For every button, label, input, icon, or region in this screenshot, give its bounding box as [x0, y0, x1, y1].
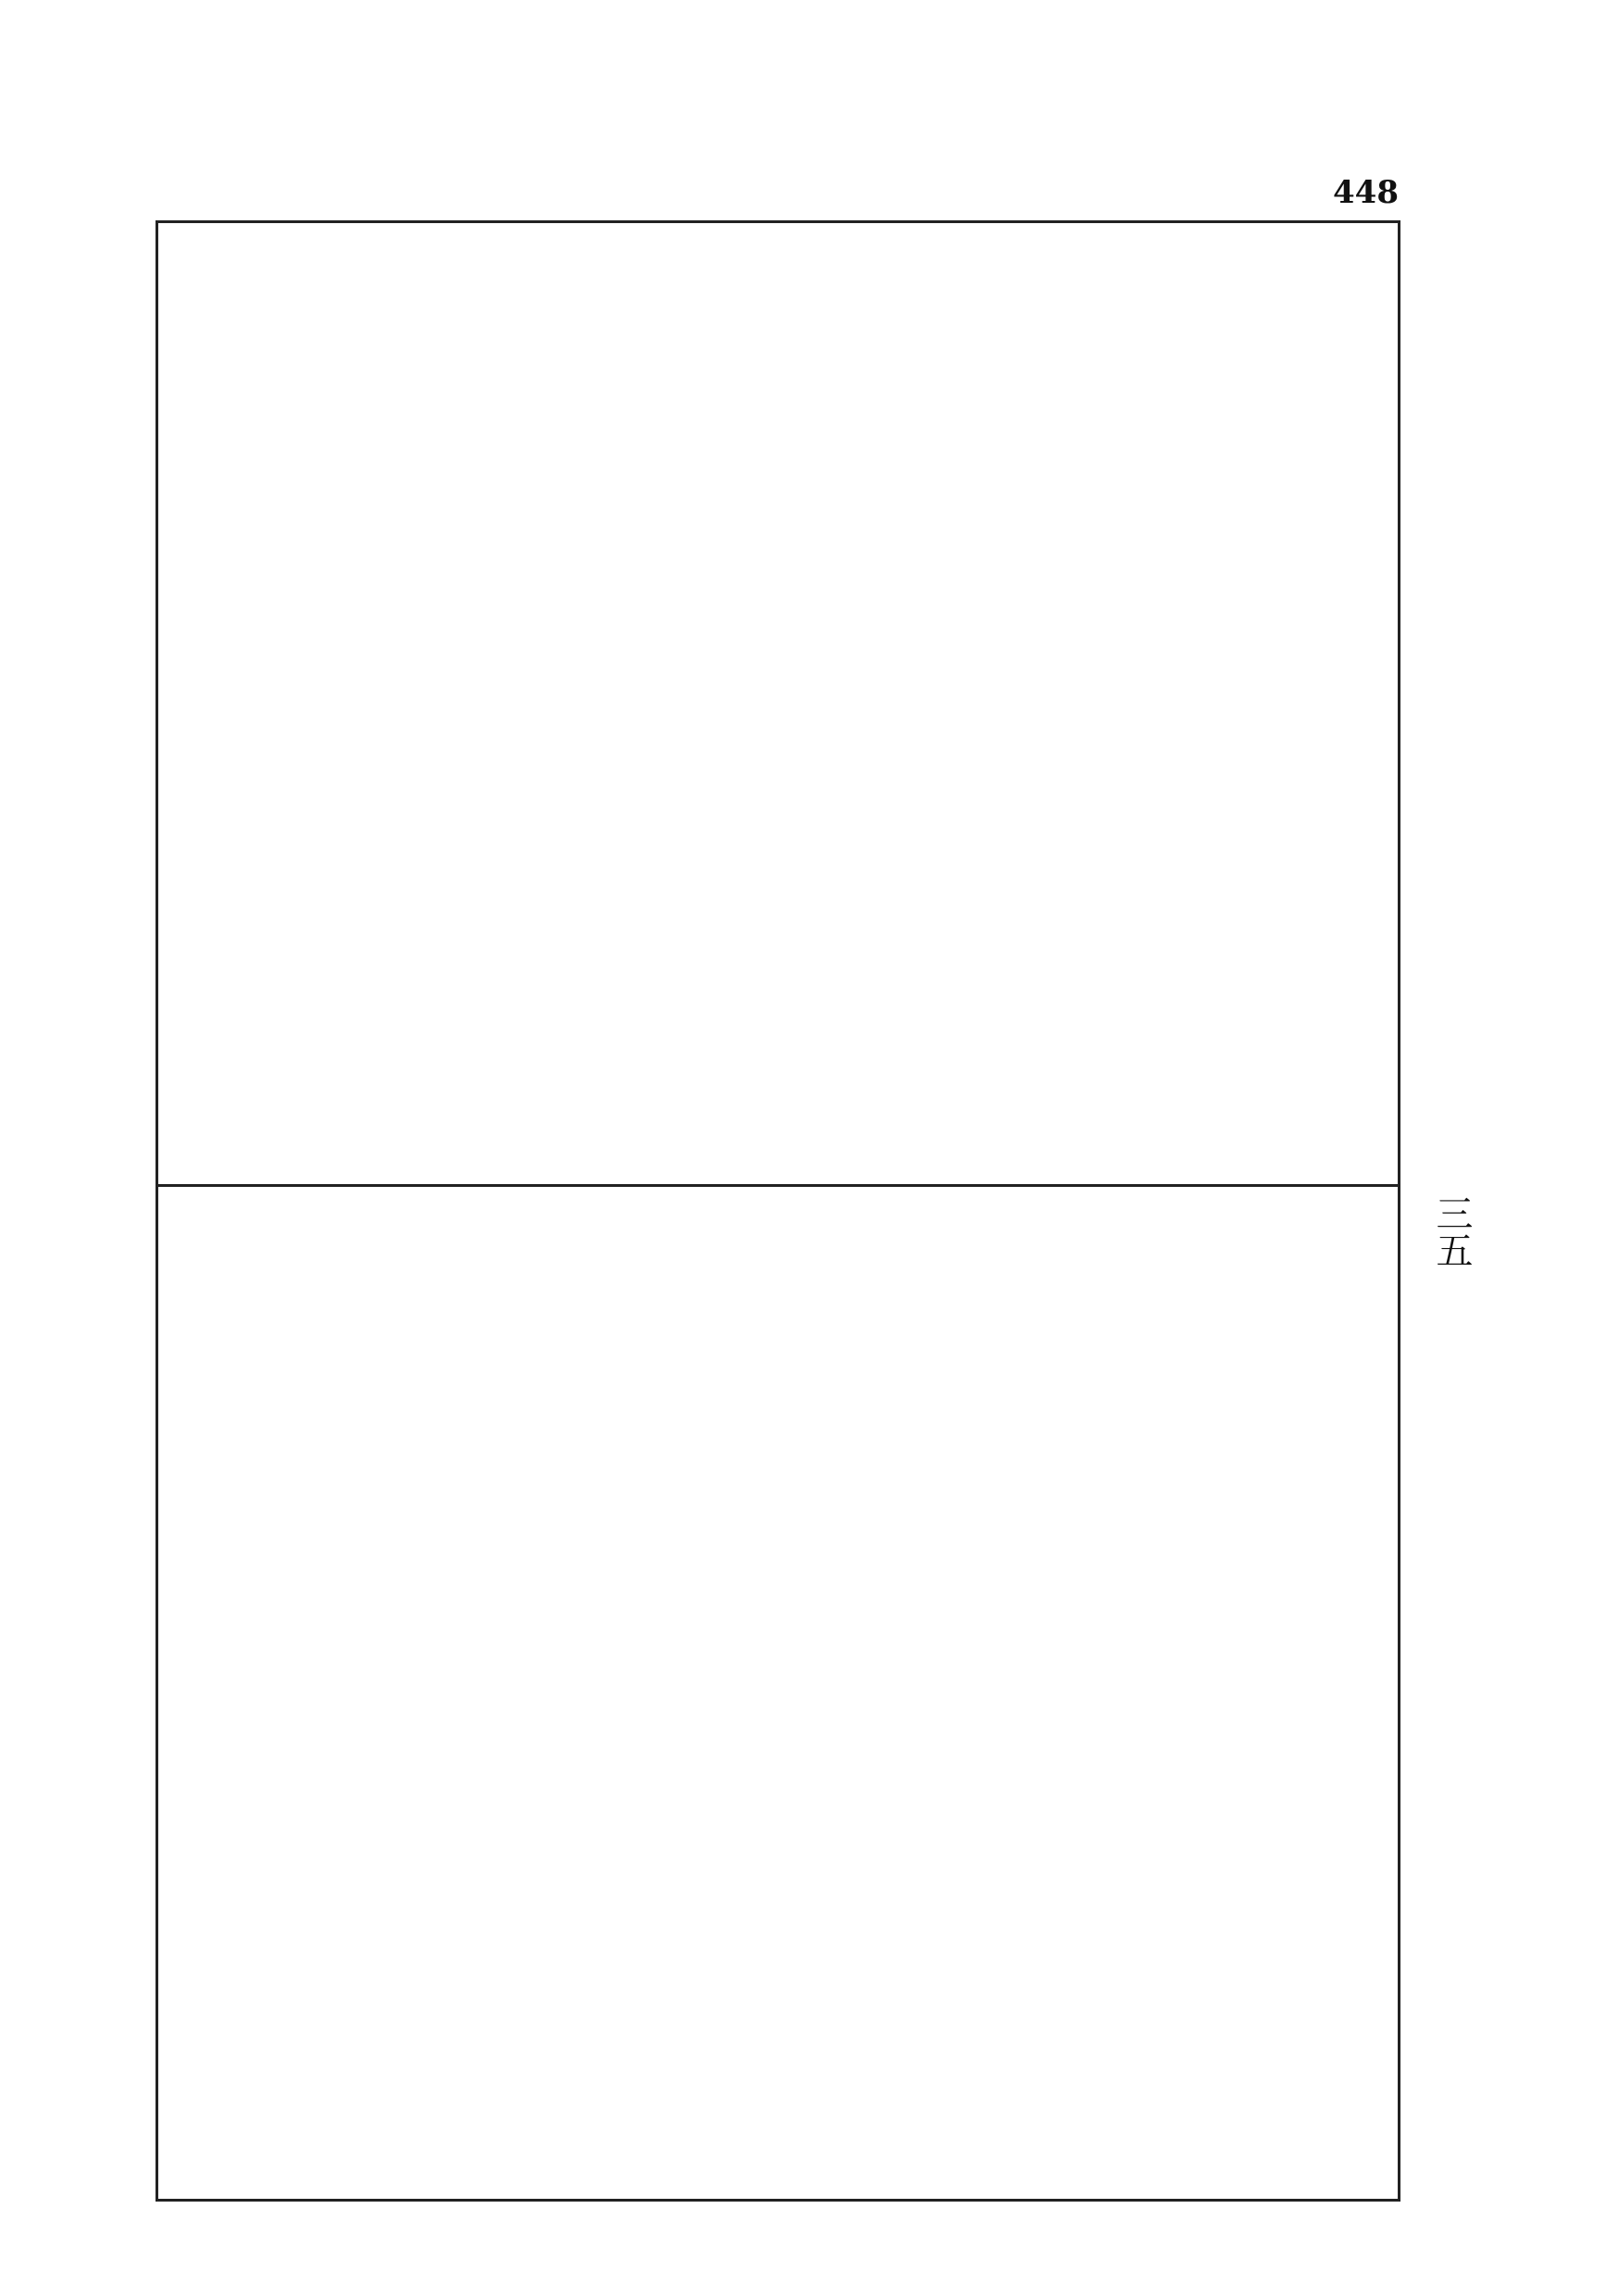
text-column	[1210, 240, 1282, 1166]
text-column	[664, 1204, 736, 2186]
text-column	[741, 1204, 814, 2186]
upper-text-block	[195, 240, 1361, 1166]
text-column	[898, 240, 970, 1166]
text-column	[273, 1204, 345, 2186]
text-column	[352, 1204, 424, 2186]
text-column	[429, 240, 502, 1166]
text-column	[976, 240, 1048, 1166]
text-column	[1132, 240, 1204, 1166]
text-column	[507, 1204, 579, 2186]
text-frame	[156, 220, 1400, 2202]
text-column	[820, 1204, 892, 2186]
text-column	[195, 1204, 268, 2186]
lower-text-block	[195, 1204, 1361, 2186]
divider-line	[158, 1184, 1398, 1187]
text-column	[507, 240, 579, 1166]
text-column	[1054, 240, 1126, 1166]
text-column	[586, 1204, 658, 2186]
text-column	[273, 240, 345, 1166]
text-column	[820, 240, 892, 1166]
text-column	[741, 240, 814, 1166]
text-column	[429, 1204, 502, 2186]
text-column	[352, 240, 424, 1166]
text-column	[586, 240, 658, 1166]
text-column	[1132, 1204, 1204, 2186]
folio-marker: 三五	[1430, 1194, 1473, 1268]
page-number: 448	[1333, 174, 1399, 211]
text-column	[195, 240, 268, 1166]
text-column	[1210, 1204, 1282, 2186]
text-column	[898, 1204, 970, 2186]
text-column	[1054, 1204, 1126, 2186]
text-column	[1288, 240, 1361, 1166]
text-column	[976, 1204, 1048, 2186]
text-column	[664, 240, 736, 1166]
text-column	[1288, 1204, 1361, 2186]
